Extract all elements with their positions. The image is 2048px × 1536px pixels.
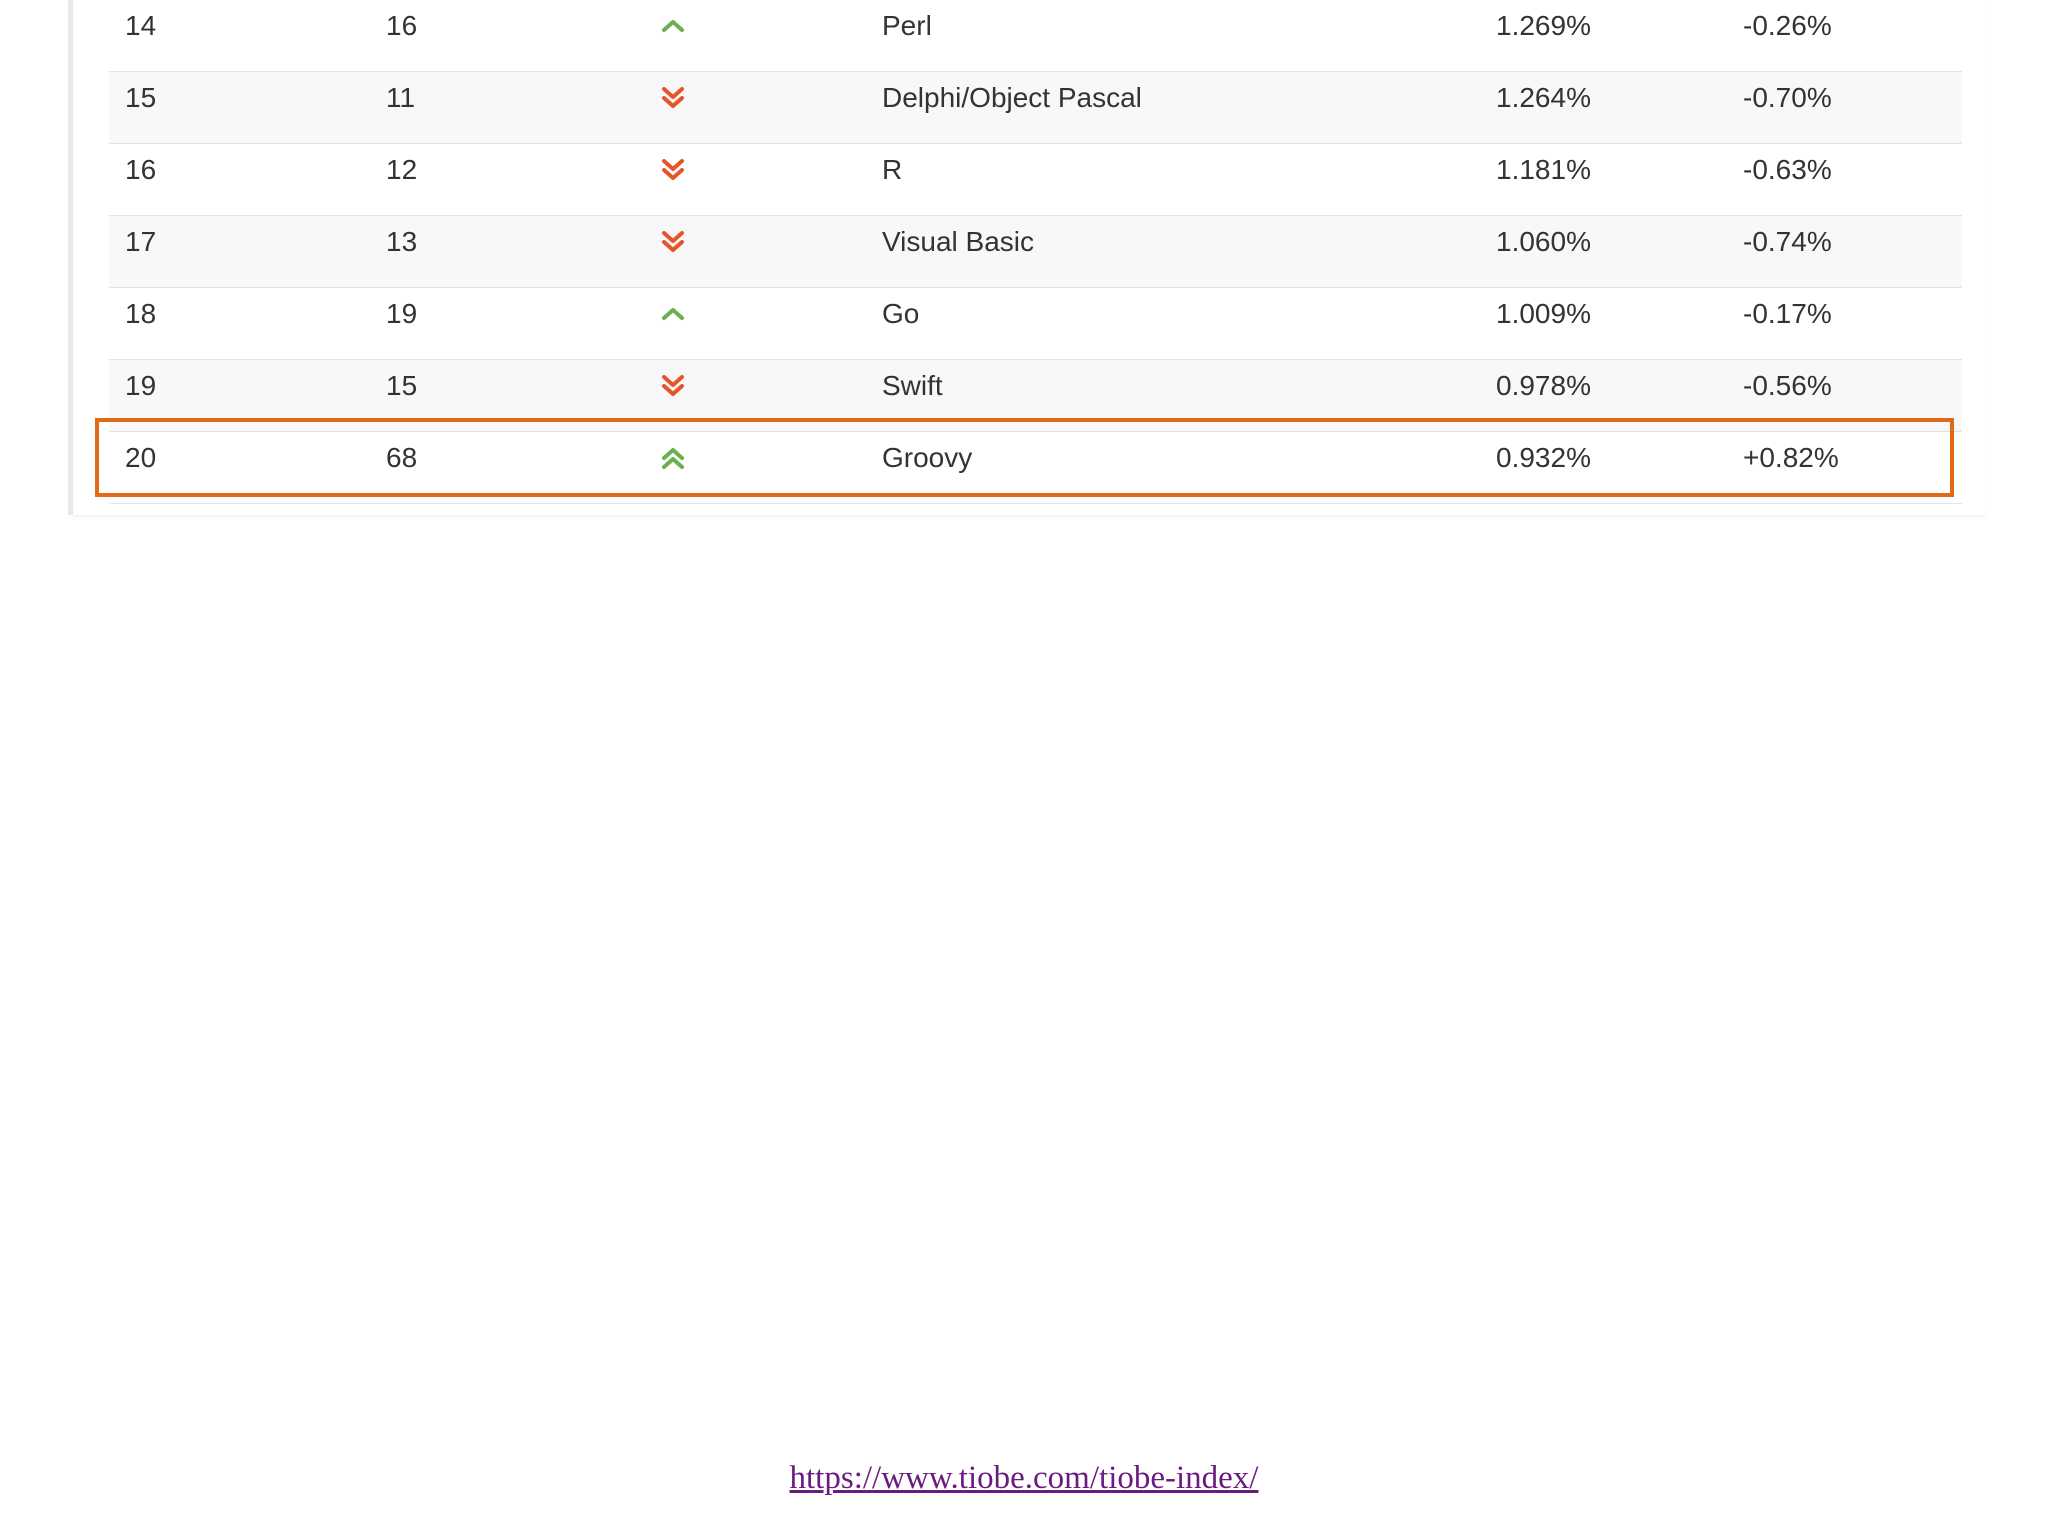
rank-cell: 20	[125, 442, 157, 473]
language-cell: Groovy	[882, 442, 973, 473]
chevron-up-icon	[648, 0, 698, 52]
table-row	[109, 0, 1962, 72]
table-row	[109, 72, 1962, 144]
double-chevron-down-icon	[648, 72, 698, 124]
change-cell: -0.56%	[1743, 370, 1832, 401]
rank-cell: 14	[125, 10, 157, 41]
rating-cell: 1.060%	[1496, 226, 1591, 257]
change-cell: -0.70%	[1743, 82, 1832, 113]
previous-rank-cell: 12	[386, 154, 418, 185]
change-cell: -0.17%	[1743, 298, 1832, 329]
language-cell: Swift	[882, 370, 943, 401]
rank-cell: 16	[125, 154, 157, 185]
previous-rank-cell: 19	[386, 298, 418, 329]
language-cell: Visual Basic	[882, 226, 1035, 257]
double-chevron-down-icon	[648, 216, 698, 268]
previous-rank-cell: 68	[386, 442, 418, 473]
change-cell: -0.63%	[1743, 154, 1832, 185]
previous-rank-cell: 13	[386, 226, 418, 257]
table-row	[109, 288, 1962, 360]
language-cell: Delphi/Object Pascal	[882, 82, 1142, 113]
rating-cell: 1.269%	[1496, 10, 1591, 41]
rank-cell: 18	[125, 298, 157, 329]
source-link[interactable]: https://www.tiobe.com/tiobe-index/	[789, 1460, 1259, 1496]
previous-rank-cell: 16	[386, 10, 418, 41]
rating-cell: 1.264%	[1496, 82, 1591, 113]
language-cell: Go	[882, 298, 920, 329]
rating-cell: 0.932%	[1496, 442, 1591, 473]
chevron-up-icon	[648, 288, 698, 340]
table-row	[109, 216, 1962, 288]
change-cell: -0.26%	[1743, 10, 1832, 41]
rank-cell: 19	[125, 370, 157, 401]
rating-cell: 1.009%	[1496, 298, 1591, 329]
previous-rank-cell: 15	[386, 370, 418, 401]
change-cell: +0.82%	[1743, 442, 1839, 473]
rating-cell: 1.181%	[1496, 154, 1591, 185]
rating-cell: 0.978%	[1496, 370, 1591, 401]
language-cell: Perl	[882, 10, 932, 41]
previous-rank-cell: 11	[386, 82, 416, 113]
double-chevron-down-icon	[648, 144, 698, 196]
highlight-box	[95, 418, 1954, 497]
rank-cell: 15	[125, 82, 157, 113]
rank-cell: 17	[125, 226, 157, 257]
double-chevron-down-icon	[648, 360, 698, 412]
change-cell: -0.74%	[1743, 226, 1832, 257]
language-cell: R	[882, 154, 903, 185]
table-row	[109, 144, 1962, 216]
